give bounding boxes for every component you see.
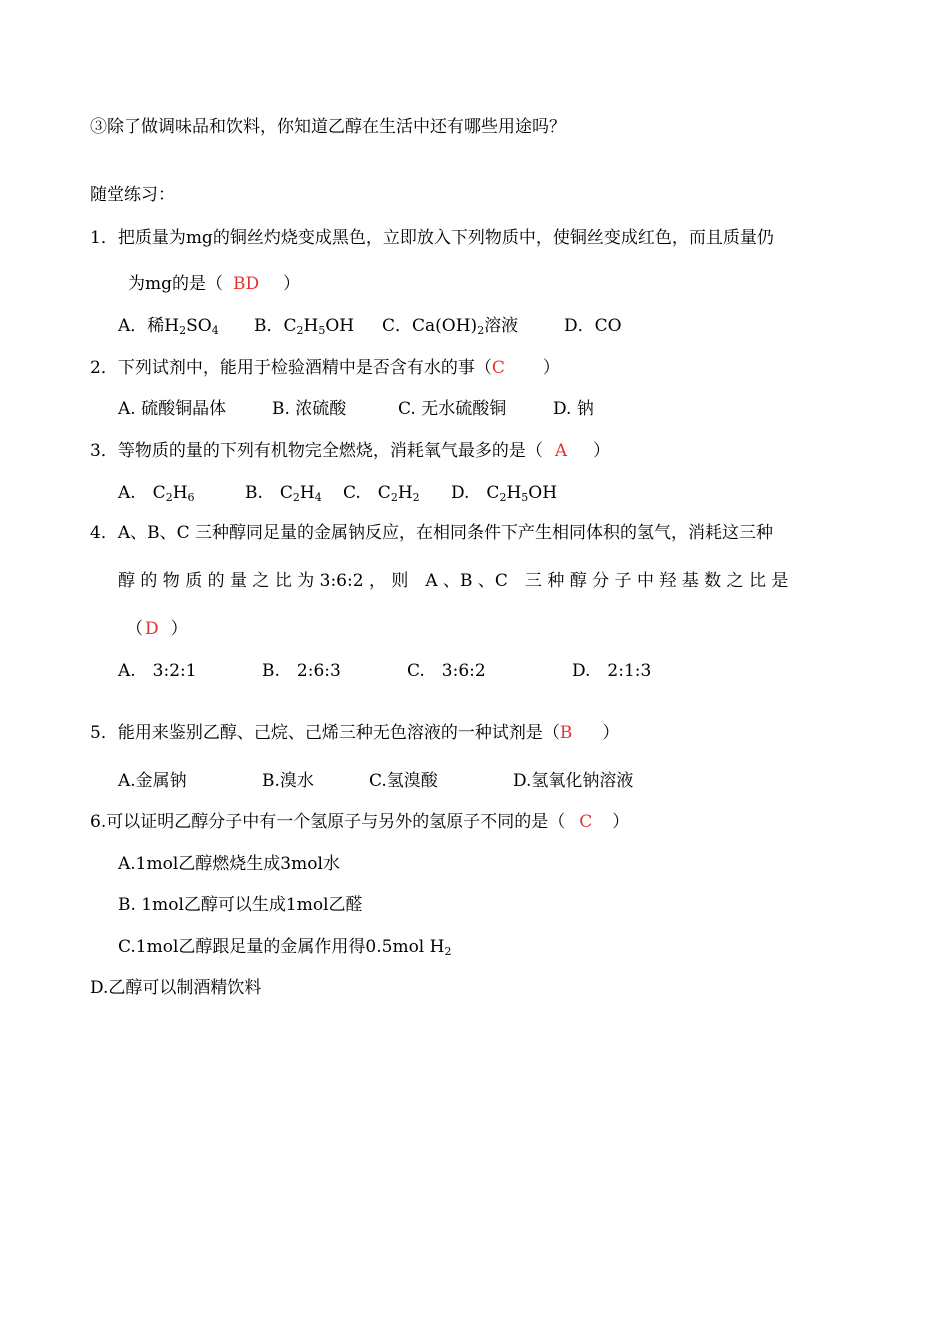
section-title: 随堂练习： [90, 185, 175, 205]
q6-stem-text: 6.可以证明乙醇分子中有一个氢原子与另外的氢原子不同的是（ [90, 812, 566, 832]
q3-option-d [451, 482, 557, 504]
q4-option-b: B. 2:6:3 [262, 661, 341, 681]
q5-options [118, 770, 633, 792]
q1-option-b-sub1: 2 [296, 324, 304, 337]
q5-option-c: C.氢溴酸 [369, 771, 438, 791]
q5-stem [90, 722, 619, 744]
q6-option-b: B. 1mol乙醇可以生成1mol乙醛 [118, 895, 363, 915]
q2-stem-text: 2．下列试剂中，能用于检验酒精中是否含有水的事（ [90, 358, 492, 378]
q4-option-d: D. 2:1:3 [572, 661, 652, 681]
q1-options [118, 315, 622, 337]
q4-option-c: C. 3:6:2 [407, 661, 486, 681]
q1-option-c-text: C．Ca(OH) [382, 316, 478, 336]
q3-option-c-sub1: 2 [390, 491, 398, 504]
q2-stem [90, 357, 560, 379]
q3-option-d-sub2: 5 [521, 491, 529, 504]
q3-stem [90, 440, 610, 462]
q5-answer: B [559, 723, 573, 743]
q5-stem-text: 5．能用来鉴别乙醇、己烷、己烯三种无色溶液的一种试剂是（ [90, 723, 560, 743]
q6-stem [90, 811, 629, 833]
q3-options [118, 482, 557, 504]
q3-option-b-sub2: 4 [314, 491, 322, 504]
q1-option-b-mid: H [303, 316, 319, 336]
q4-open-paren: （ [126, 619, 143, 639]
q6-answer: C [579, 812, 593, 832]
q4-close-paren: ） [170, 619, 188, 639]
q3-option-a [118, 482, 245, 504]
q2-option-a: A. 硫酸铜晶体 [118, 399, 227, 419]
q5-option-b: B.溴水 [262, 771, 314, 791]
q1-answer: BD [233, 274, 260, 294]
q3-option-d-post: OH [528, 483, 558, 503]
q3-option-b-sub1: 2 [292, 491, 300, 504]
q6-option-c-sub: 2 [444, 945, 452, 958]
q2-option-c: C. 无水硫酸铜 [398, 399, 507, 419]
q1-option-a-sub2: 4 [211, 324, 219, 337]
q5-option-a: A.金属钠 [118, 771, 187, 791]
q1-option-b [254, 315, 382, 337]
q6-close-paren: ） [612, 812, 630, 832]
q1-option-a-sub1: 2 [179, 324, 187, 337]
q3-option-d-text: D. C [451, 483, 500, 503]
q5-option-d: D.氢氧化钠溶液 [513, 771, 634, 791]
q2-option-b: B. 浓硫酸 [272, 399, 347, 419]
q1-stem-line2 [128, 273, 300, 295]
q1-option-a-text: A．稀H [118, 316, 180, 336]
q4-stem-line2: 醇 的 物 质 的 量 之 比 为 3:6:2 ， 则 A 、B 、C 三 种 醇 分 子 中 羟 基 数 之 比 是 [118, 571, 789, 591]
q4-options [118, 660, 651, 682]
intro-question: ③除了做调味品和饮料，你知道乙醇在生活中还有哪些用途吗？ [90, 117, 566, 137]
q3-option-d-sub1: 2 [499, 491, 507, 504]
q4-stem-line1: 4．A、B、C 三种醇同足量的金属钠反应，在相同条件下产生相同体积的氢气，消耗这三种 [90, 523, 773, 543]
q3-option-c-sub2: 2 [412, 491, 420, 504]
q4-answer: D [145, 619, 159, 639]
q1-option-c-post: 溶液 [484, 316, 519, 336]
q3-option-a-mid: H [172, 483, 188, 503]
q1-stem-text: 为mg的是（ [128, 274, 224, 294]
q3-option-a-sub2: 6 [187, 491, 195, 504]
q3-option-a-sub1: 2 [165, 491, 173, 504]
q2-close-paren: ） [542, 358, 560, 378]
q3-option-b [245, 482, 343, 504]
q6-option-a: A.1mol乙醇燃烧生成3mol水 [118, 854, 340, 874]
q1-option-b-post: OH [325, 316, 355, 336]
q1-option-c [382, 315, 564, 337]
q1-option-b-sub2: 5 [318, 324, 326, 337]
q3-option-c-mid: H [397, 483, 413, 503]
q3-stem-text: 3．等物质的量的下列有机物完全燃烧，消耗氧气最多的是（ [90, 441, 543, 461]
q3-answer: A [554, 441, 568, 461]
q3-option-b-mid: H [299, 483, 315, 503]
q1-option-b-text: B．C [254, 316, 297, 336]
q2-option-d: D. 钠 [553, 399, 594, 419]
q3-option-b-text: B. C [245, 483, 293, 503]
q4-option-a: A. 3:2:1 [118, 661, 197, 681]
q1-stem-line1: 1．把质量为mg的铜丝灼烧变成黑色，立即放入下列物质中，使铜丝变成红色，而且质量仍 [90, 228, 774, 248]
q6-option-c [118, 936, 451, 958]
q6-option-c-text: C.1mol乙醇跟足量的金属作用得0.5mol H [118, 937, 445, 957]
q3-option-d-mid: H [506, 483, 522, 503]
q1-option-d: D．CO [564, 316, 622, 336]
q3-close-paren: ） [593, 441, 611, 461]
q4-answer-line [126, 618, 188, 640]
q2-answer: C [491, 358, 505, 378]
q6-option-d: D.乙醇可以制酒精饮料 [90, 978, 262, 998]
q2-options [118, 398, 594, 420]
q1-close-paren: ） [283, 274, 301, 294]
q3-option-c-text: C. C [343, 483, 391, 503]
q3-option-a-text: A. C [118, 483, 166, 503]
q1-option-a-mid: SO [186, 316, 212, 336]
q1-option-c-sub: 2 [477, 324, 485, 337]
q5-close-paren: ） [602, 723, 620, 743]
q1-option-a [118, 315, 254, 337]
q3-option-c [343, 482, 451, 504]
